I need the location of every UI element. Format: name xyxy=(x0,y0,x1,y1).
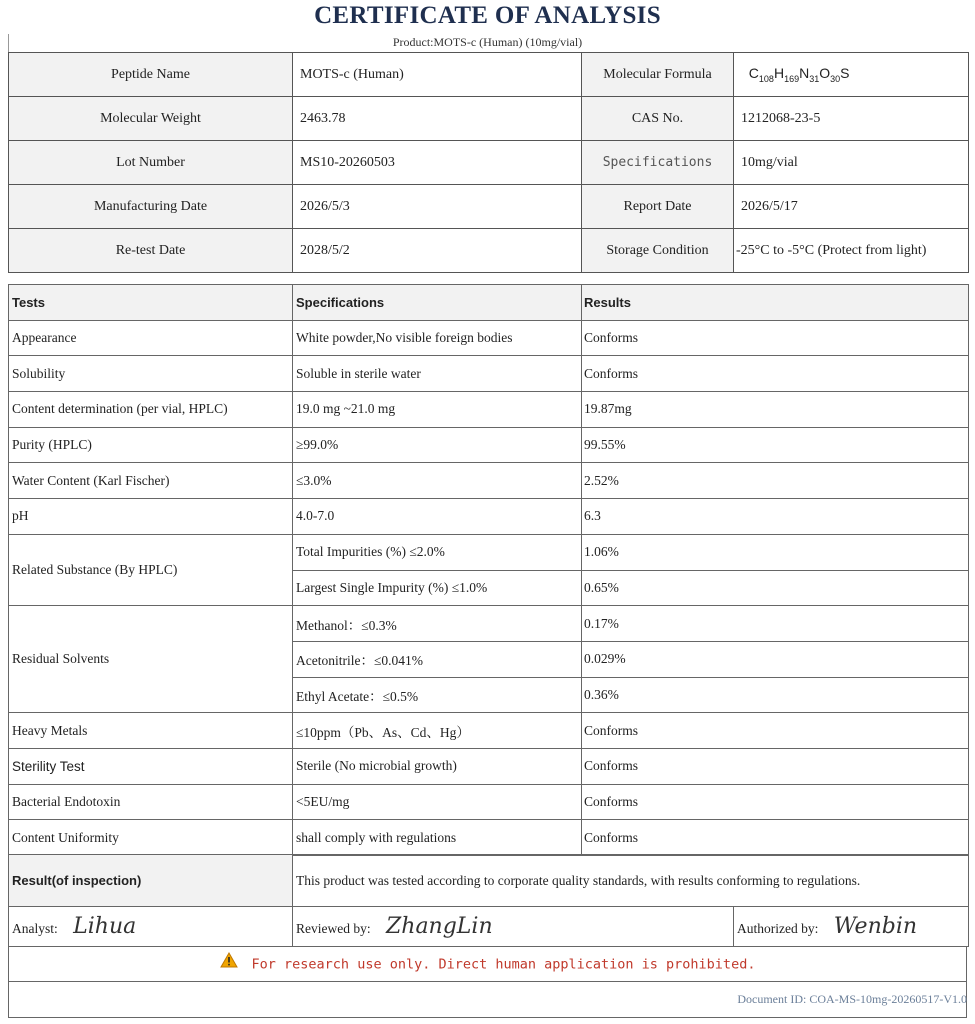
header-tests: Tests xyxy=(9,285,293,321)
molecular-weight-value: 2463.78 xyxy=(293,97,582,141)
manufacturing-date-value: 2026/5/3 xyxy=(293,185,582,229)
table-row xyxy=(9,820,969,856)
table-row xyxy=(9,606,969,642)
test-name: Purity (HPLC) xyxy=(9,427,293,463)
test-result: 2.52% xyxy=(582,463,969,499)
test-name: Appearance xyxy=(9,320,293,356)
test-name: Water Content (Karl Fischer) xyxy=(9,463,293,499)
table-row xyxy=(9,534,969,570)
test-name: Content Uniformity xyxy=(9,820,293,856)
storage-condition-value: -25°C to -5°C (Protect from light) xyxy=(734,229,969,273)
authorizer-signature: Wenbin xyxy=(833,914,918,939)
test-result: 1.06% xyxy=(582,534,969,570)
warning-banner xyxy=(8,946,967,982)
table-row xyxy=(9,427,969,463)
manufacturing-date-label: Manufacturing Date xyxy=(9,185,293,229)
test-spec: <5EU/mg xyxy=(293,784,582,820)
test-result: Conforms xyxy=(582,748,969,784)
test-spec: shall comply with regulations xyxy=(293,820,582,856)
test-spec: 19.0 mg ~21.0 mg xyxy=(293,392,582,428)
table-row xyxy=(9,713,969,749)
test-result: Conforms xyxy=(582,320,969,356)
test-result: 0.029% xyxy=(582,641,969,677)
molecular-formula-value xyxy=(734,53,969,97)
analyst-label: Analyst: xyxy=(12,921,58,936)
analyst-cell xyxy=(9,907,293,947)
inspection-result-table xyxy=(8,854,969,907)
inspection-result-row xyxy=(9,855,969,907)
retest-date-label: Re-test Date xyxy=(9,229,293,273)
warning-text: For research use only. Direct human application is prohibited. xyxy=(251,956,756,973)
peptide-name-label: Peptide Name xyxy=(9,53,293,97)
header-results: Results xyxy=(582,285,969,321)
test-spec: Acetonitrile：≤0.041% xyxy=(293,641,582,677)
test-name: Content determination (per vial, HPLC) xyxy=(9,392,293,428)
test-spec: ≤3.0% xyxy=(293,463,582,499)
test-spec: Total Impurities (%) ≤2.0% xyxy=(293,534,582,570)
specifications-label: Specifications xyxy=(582,141,734,185)
info-row xyxy=(9,185,969,229)
specifications-value: 10mg/vial xyxy=(734,141,969,185)
report-date-value: 2026/5/17 xyxy=(734,185,969,229)
test-result: Conforms xyxy=(582,820,969,856)
test-result: 0.36% xyxy=(582,677,969,713)
info-row xyxy=(9,97,969,141)
cas-value: 1212068-23-5 xyxy=(734,97,969,141)
test-result: Conforms xyxy=(582,713,969,749)
info-row xyxy=(9,53,969,97)
signature-row xyxy=(9,907,969,947)
authorized-label: Authorized by: xyxy=(737,921,819,936)
table-row xyxy=(9,320,969,356)
table-row xyxy=(9,784,969,820)
table-row xyxy=(9,748,969,784)
reviewer-cell xyxy=(293,907,734,947)
authorizer-cell xyxy=(734,907,969,947)
test-spec: Ethyl Acetate：≤0.5% xyxy=(293,677,582,713)
test-result: Conforms xyxy=(582,356,969,392)
test-name: Bacterial Endotoxin xyxy=(9,784,293,820)
test-result: 6.3 xyxy=(582,499,969,535)
test-spec: 4.0-7.0 xyxy=(293,499,582,535)
signature-table xyxy=(8,906,969,947)
info-row xyxy=(9,229,969,273)
molecular-weight-label: Molecular Weight xyxy=(9,97,293,141)
test-result: 0.17% xyxy=(582,606,969,642)
report-date-label: Report Date xyxy=(582,185,734,229)
product-subtitle: Product:MOTS-c (Human) (10mg/vial) xyxy=(392,35,583,49)
test-result: Conforms xyxy=(582,784,969,820)
tests-table xyxy=(8,284,969,856)
inspection-result-text: This product was tested according to corporate quality standards, with results conforming to regulations. xyxy=(293,855,969,907)
warning-triangle-icon xyxy=(220,946,238,982)
product-info-table xyxy=(8,52,969,273)
analyst-signature: Lihua xyxy=(73,914,137,939)
document-id: Document ID: COA-MS-10mg-20260517-V1.0 xyxy=(737,992,967,1006)
test-name: pH xyxy=(9,499,293,535)
cas-label: CAS No. xyxy=(582,97,734,141)
test-name: Related Substance (By HPLC) xyxy=(9,534,293,605)
peptide-name-value: MOTS-c (Human) xyxy=(293,53,582,97)
test-result: 99.55% xyxy=(582,427,969,463)
inspection-result-label: Result(of inspection) xyxy=(9,855,293,907)
table-row xyxy=(9,463,969,499)
retest-date-value: 2028/5/2 xyxy=(293,229,582,273)
lot-number-value: MS10-20260503 xyxy=(293,141,582,185)
test-spec: ≥99.0% xyxy=(293,427,582,463)
formula-text: $C_{108}H_{169}N_{31}O_{30}S$ xyxy=(748,65,850,84)
test-result: 19.87mg xyxy=(582,392,969,428)
test-spec: Soluble in sterile water xyxy=(293,356,582,392)
tests-header-row xyxy=(9,285,969,321)
info-row xyxy=(9,141,969,185)
reviewed-label: Reviewed by: xyxy=(296,921,371,936)
table-row xyxy=(9,392,969,428)
test-name: Sterility Test xyxy=(9,748,293,784)
document-title: CERTIFICATE OF ANALYSIS xyxy=(314,2,661,29)
storage-condition-label: Storage Condition xyxy=(582,229,734,273)
test-spec: White powder,No visible foreign bodies xyxy=(293,320,582,356)
lot-number-label: Lot Number xyxy=(9,141,293,185)
reviewer-signature: ZhangLin xyxy=(385,914,493,939)
test-name: Residual Solvents xyxy=(9,606,293,713)
table-row xyxy=(9,499,969,535)
molecular-formula-label: Molecular Formula xyxy=(582,53,734,97)
test-name: Solubility xyxy=(9,356,293,392)
header-specifications: Specifications xyxy=(293,285,582,321)
table-row xyxy=(9,356,969,392)
divider xyxy=(8,34,9,52)
test-spec: Sterile (No microbial growth) xyxy=(293,748,582,784)
test-spec: Largest Single Impurity (%) ≤1.0% xyxy=(293,570,582,606)
test-spec: Methanol：≤0.3% xyxy=(293,606,582,642)
test-result: 0.65% xyxy=(582,570,969,606)
test-name: Heavy Metals xyxy=(9,713,293,749)
test-spec: ≤10ppm（Pb、As、Cd、Hg） xyxy=(293,713,582,749)
